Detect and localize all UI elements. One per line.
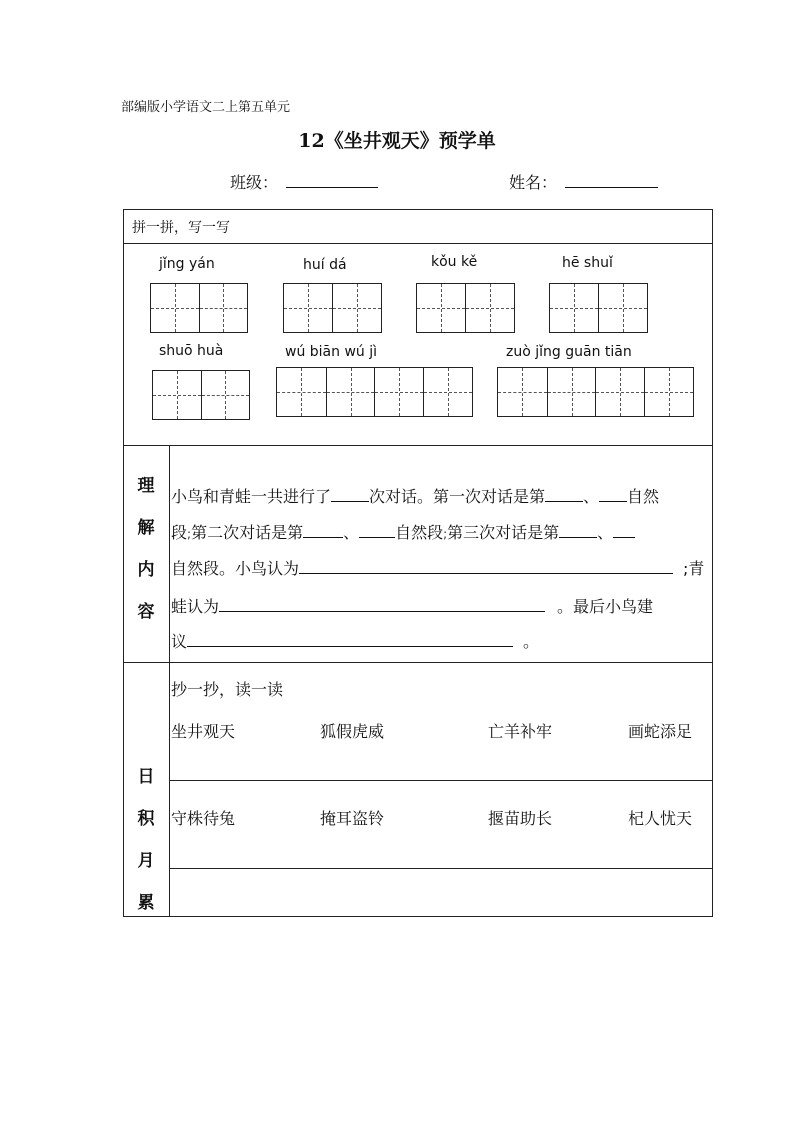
- question-text: 小鸟和青蛙一共进行了: [171, 487, 332, 506]
- name-field[interactable]: [565, 187, 658, 188]
- copy-area[interactable]: [170, 750, 712, 779]
- answer-blank[interactable]: [545, 487, 583, 502]
- writing-grid[interactable]: [150, 283, 248, 333]
- idiom: 守株待兔: [171, 809, 236, 828]
- separator: ;: [443, 527, 448, 541]
- question-text: 第二次对话是第: [191, 523, 304, 542]
- pinyin-prompt: zuò jǐng guān tiān: [506, 344, 632, 360]
- label-char: 积: [137, 809, 155, 829]
- writing-grid[interactable]: [152, 370, 250, 420]
- idiom: 杞人忧天: [628, 809, 693, 828]
- question-text: 。最后小鸟建: [557, 597, 654, 616]
- section-title-pinyin: 拼一拼，写一写: [132, 220, 230, 236]
- idiom: 坐井观天: [171, 722, 236, 741]
- answer-blank[interactable]: [303, 523, 343, 538]
- answer-blank[interactable]: [599, 487, 627, 502]
- question-line: [171, 520, 635, 543]
- label-char: 解: [137, 518, 155, 538]
- question-text: 、: [343, 523, 360, 542]
- divider: [169, 780, 713, 781]
- question-text: 次对话。第一次对话是第: [369, 487, 546, 506]
- question-line: [171, 556, 704, 579]
- label-char: 累: [137, 893, 155, 913]
- idiom: 画蛇添足: [628, 722, 693, 741]
- writing-grid[interactable]: [283, 283, 382, 333]
- copy-instruction: 抄一抄，读一读: [171, 680, 284, 699]
- pinyin-prompt: kǒu kě: [431, 254, 478, 270]
- pinyin-prompt: jǐng yán: [159, 256, 215, 272]
- copy-area[interactable]: [170, 838, 712, 867]
- writing-grid[interactable]: [549, 283, 648, 333]
- page-title: 12《坐井观天》预学单: [298, 130, 496, 152]
- answer-blank[interactable]: [219, 597, 545, 612]
- question-line: [171, 484, 659, 507]
- pinyin-prompt: shuō huà: [159, 343, 224, 359]
- question-text: 议: [171, 632, 188, 651]
- answer-blank[interactable]: [613, 523, 635, 538]
- answer-blank[interactable]: [359, 523, 395, 538]
- pinyin-prompt: hē shuǐ: [562, 255, 613, 271]
- answer-blank[interactable]: [187, 632, 513, 647]
- question-text: 蛙认为: [171, 597, 220, 616]
- separator: ;: [187, 527, 192, 541]
- idiom: 揠苗助长: [488, 809, 553, 828]
- idiom: 掩耳盗铃: [320, 809, 385, 828]
- pinyin-prompt: huí dá: [303, 257, 347, 273]
- question-text: 自然: [627, 487, 660, 506]
- question-text: 、: [583, 487, 600, 506]
- idiom: 亡羊补牢: [488, 722, 553, 741]
- question-text: 、: [597, 523, 614, 542]
- writing-grid[interactable]: [497, 367, 694, 417]
- name-label: 姓名：: [509, 173, 558, 192]
- label-char: 日: [137, 767, 155, 787]
- writing-grid[interactable]: [416, 283, 515, 333]
- series-label: 部编版小学语文二上第五单元: [121, 100, 291, 115]
- question-line: [171, 629, 539, 652]
- label-char: 月: [137, 851, 155, 871]
- writing-grid[interactable]: [276, 367, 473, 417]
- class-label: 班级：: [230, 173, 279, 192]
- question-text: 自然段。小鸟认为: [171, 559, 300, 578]
- answer-blank[interactable]: [299, 559, 673, 574]
- question-text: 第三次对话是第: [447, 523, 560, 542]
- section-label-understand: [123, 471, 169, 639]
- copy-area[interactable]: [170, 869, 712, 916]
- answer-blank[interactable]: [331, 487, 369, 502]
- question-text: 自然段: [395, 523, 444, 542]
- divider: [123, 243, 713, 244]
- section-label-accumulate: [123, 762, 169, 930]
- question-text: ;青: [683, 559, 705, 578]
- question-text: 。: [523, 632, 540, 651]
- pinyin-prompt: wú biān wú jì: [285, 344, 378, 360]
- question-text: 段: [171, 523, 188, 542]
- label-char: 理: [137, 476, 155, 496]
- class-field[interactable]: [286, 187, 378, 188]
- label-char: 容: [137, 602, 155, 622]
- answer-blank[interactable]: [559, 523, 597, 538]
- question-line: [171, 594, 653, 617]
- divider: [123, 445, 713, 446]
- divider: [123, 662, 713, 663]
- idiom: 狐假虎威: [320, 722, 385, 741]
- label-char: 内: [137, 560, 155, 580]
